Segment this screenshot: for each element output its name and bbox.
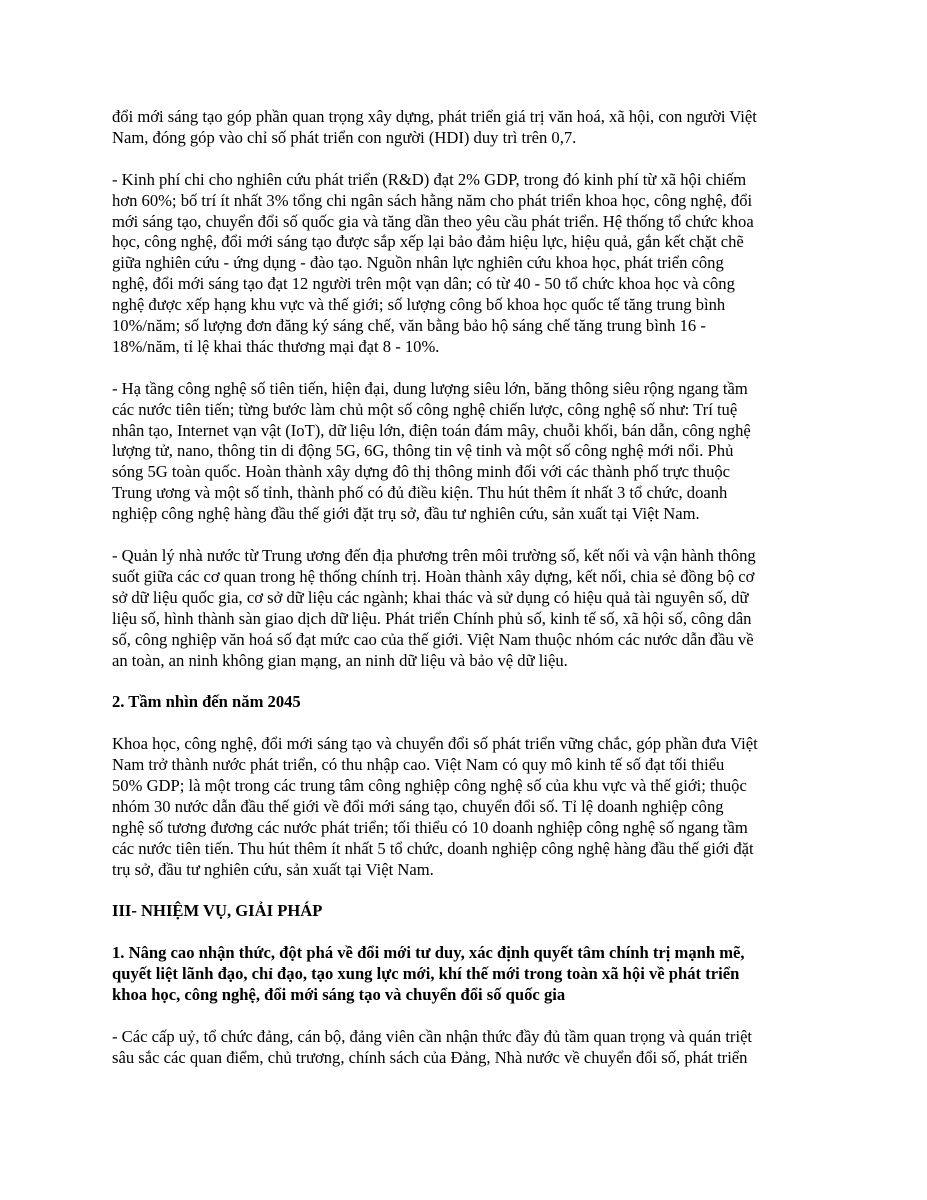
subsection-heading: 1. Nâng cao nhận thức, đột phá về đổi mới tư duy, xác định quyết tâm chính trị mạnh mẽ, quyết liệt lãnh đạo, chỉ đạo, tạo xung lực mới, khí thế mới trong toàn xã hội về phát triển khoa học, công nghệ, đổi mới sáng tạo và chuyển đổi số quốc gia	[112, 943, 745, 1004]
rd-funding-paragraph: - Kinh phí chi cho nghiên cứu phát triển (R&D) đạt 2% GDP, trong đó kinh phí từ xã hội chiếm hơn 60%; bố trí ít nhất 3% tổng chi ngân sách hằng năm cho phát triển khoa học, công nghệ, đổi mới sáng tạo, chuyển đổi số quốc gia và tăng dần theo yêu cầu phát triển. Hệ thống tổ chức khoa học, công nghệ, đổi mới sáng tạo được sắp xếp lại bảo đảm hiệu lực, hiệu quả, gắn kết chặt chẽ giữa nghiên cứu - ứng dụng - đào tạo. Nguồn nhân lực nghiên cứu khoa học, phát triển công nghệ, đổi mới sáng tạo đạt 12 người trên một vạn dân; có từ 40 - 50 tổ chức khoa học và công nghệ được xếp hạng khu vực và thế giới; số lượng công bố khoa học quốc tế tăng trung bình 10%/năm; số lượng đơn đăng ký sáng chế, văn bằng bảo hộ sáng chế tăng trung bình 16 - 18%/năm, tỉ lệ khai thác thương mại đạt 8 - 10%.	[112, 169, 754, 356]
vision-paragraph: Khoa học, công nghệ, đổi mới sáng tạo và chuyển đổi số phát triển vững chắc, góp phần đưa Việt Nam trở thành nước phát triển, có thu nhập cao. Việt Nam có quy mô kinh tế số đạt tối thiểu 50% GDP; là một trong các trung tâm công nghiệp công nghệ số của khu vực và thế giới; thuộc nhóm 30 nước dẫn đầu thế giới về đổi mới sáng tạo, chuyển đổi số. Tỉ lệ doanh nghiệp công nghệ số tương đương các nước phát triển; tối thiểu có 10 doanh nghiệp công nghệ số ngang tầm các nước tiên tiến. Thu hút thêm ít nhất 5 tổ chức, doanh nghiệp công nghệ hàng đầu thế giới đặt trụ sở, đầu tư nghiên cứu, sản xuất tại Việt Nam.	[112, 734, 758, 879]
awareness-paragraph: - Các cấp uỷ, tổ chức đảng, cán bộ, đảng viên cần nhận thức đầy đủ tầm quan trọng và quán triệt sâu sắc các quan điểm, chủ trương, chính sách của Đảng, Nhà nước về chuyển đổi số, phát triển	[112, 1026, 753, 1067]
section-heading: III- NHIỆM VỤ, GIẢI PHÁP	[112, 901, 323, 921]
intro-paragraph: đổi mới sáng tạo góp phần quan trọng xây dựng, phát triển giá trị văn hoá, xã hội, con người Việt Nam, đóng góp vào chỉ số phát triển con người (HDI) duy trì trên 0,7.	[112, 107, 757, 147]
vision-heading: 2. Tầm nhìn đến năm 2045	[112, 692, 301, 712]
state-management-paragraph: - Quản lý nhà nước từ Trung ương đến địa phương trên môi trường số, kết nối và vận hành thông suốt giữa các cơ quan trong hệ thống chính trị. Hoàn thành xây dựng, kết nối, chia sẻ đồng bộ cơ sở dữ liệu quốc gia, cơ sở dữ liệu các ngành; khai thác và sử dụng có hiệu quả tài nguyên số, dữ liệu số, hình thành sàn giao dịch dữ liệu. Phát triển Chính phủ số, kinh tế số, xã hội số, công dân số, công nghiệp văn hoá số đạt mức cao của thế giới. Việt Nam thuộc nhóm các nước dẫn đầu về an toàn, an ninh không gian mạng, an ninh dữ liệu và bảo vệ dữ liệu.	[112, 545, 756, 670]
document-page	[112, 107, 822, 1089]
digital-infrastructure-paragraph: - Hạ tầng công nghệ số tiên tiến, hiện đại, dung lượng siêu lớn, băng thông siêu rộng ngang tầm các nước tiên tiến; từng bước làm chủ một số công nghệ chiến lược, công nghệ số như: Trí tuệ nhân tạo, Internet vạn vật (IoT), dữ liệu lớn, điện toán đám mây, chuỗi khối, bán dẫn, công nghệ lượng tử, nano, thông tin di động 5G, 6G, thông tin vệ tinh và một số công nghệ mới nổi. Phủ sóng 5G toàn quốc. Hoàn thành xây dựng đô thị thông minh đối với các thành phố trực thuộc Trung ương và một số tỉnh, thành phố có đủ điều kiện. Thu hút thêm ít nhất 3 tổ chức, doanh nghiệp công nghệ hàng đầu thế giới đặt trụ sở, đầu tư nghiên cứu, sản xuất tại Việt Nam.	[112, 378, 751, 524]
